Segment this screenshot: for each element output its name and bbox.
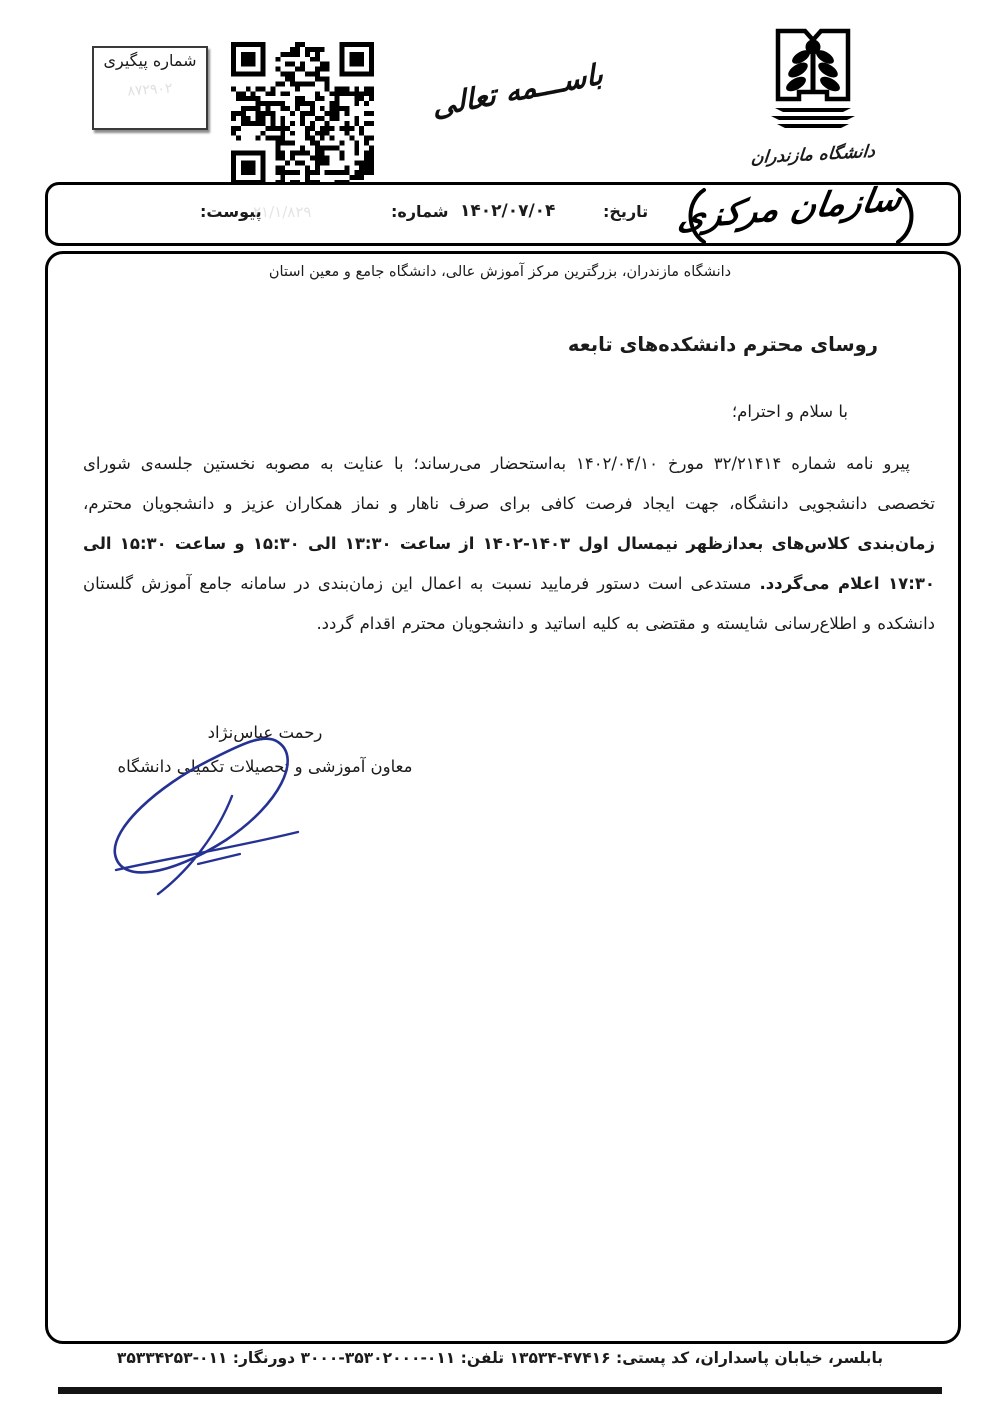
body-text-after: مستدعی است دستور فرمایید نسبت به اعمال این زمان‌بندی در سامانه جامع آموزش گلستان دانشکده و اطلاع‌رسانی شایسته و مقتضی به کلیه اساتید و دانشجویان محترم اقدام گردد.	[83, 574, 935, 633]
body-text-before: پیرو نامه شماره ۳۲/۲۱۴۱۴ مورخ ۱۴۰۲/۰۴/۱۰ به‌استحضار می‌رساند؛ با عنایت به مصوبه نخستین جلسه‌ی شورای تخصصی دانشجویی دانشگاه، جهت ایجاد فرصت کافی برای صرف ناهار و نماز همکاران عزیز و دانشجویان محترم،	[83, 454, 935, 513]
body-text-bold: زمان‌بندی کلاس‌های بعدازظهر نیمسال اول ۱۴۰۳-۱۴۰۲ از ساعت ۱۳:۳۰ الی ۱۵:۳۰ و ساعت ۱۵:۳۰ الی ۱۷:۳۰ اعلام می‌گردد.	[83, 534, 935, 593]
footer-address: بابلسر، خیابان پاسداران، کد پستی: ۴۷۴۱۶-۱۳۵۳۴ تلفن: ۰۱۱-۳۵۳۰۲۰۰۰-۳۰۰۰ دورنگار: ۰۱۱-۳۵۳۳۴۲۵۳	[116, 1349, 884, 1367]
university-logo-icon	[763, 22, 863, 140]
letter-date-label: تاریخ:	[603, 202, 649, 221]
university-logo-caption: دانشگاه مازندران	[750, 141, 876, 169]
letter-date-value: ۱۴۰۲/۰۷/۰۴	[460, 201, 556, 221]
letter-number-label: شماره:	[391, 202, 449, 221]
signer-name: رحمت عباس‌نژاد	[207, 723, 323, 742]
footer-rule	[58, 1387, 942, 1394]
university-logo	[728, 22, 898, 169]
qr-code	[231, 42, 374, 185]
addressee-heading: روسای محترم دانشکده‌های تابعه	[567, 333, 878, 356]
tracking-number-value: ۸۷۲۹۰۲	[126, 80, 174, 100]
tracking-number-label: شماره پیگیری	[103, 51, 197, 70]
signature-block	[90, 716, 440, 784]
banner-curve-right-icon	[894, 186, 920, 246]
letterhead-band	[45, 178, 961, 246]
letter-number-value: ۲۱/۱/۸۲۹	[253, 203, 312, 221]
org-title-calligraphy: سازمان مرکزی	[675, 178, 905, 238]
bismillah-calligraphy: باســـمه تعالی	[431, 56, 605, 124]
attachment-label: پیوست:	[200, 202, 262, 221]
letterhead-subtitle: دانشگاه مازندران، بزرگترین مرکز آموزش عالی، دانشگاه جامع و معین استان	[268, 264, 732, 280]
salutation-line: با سلام و احترام؛	[731, 402, 848, 421]
letter-body-paragraph	[83, 444, 935, 644]
signer-title: معاون آموزشی و تحصیلات تکمیلی دانشگاه	[117, 757, 413, 776]
tracking-number-box	[92, 46, 208, 130]
